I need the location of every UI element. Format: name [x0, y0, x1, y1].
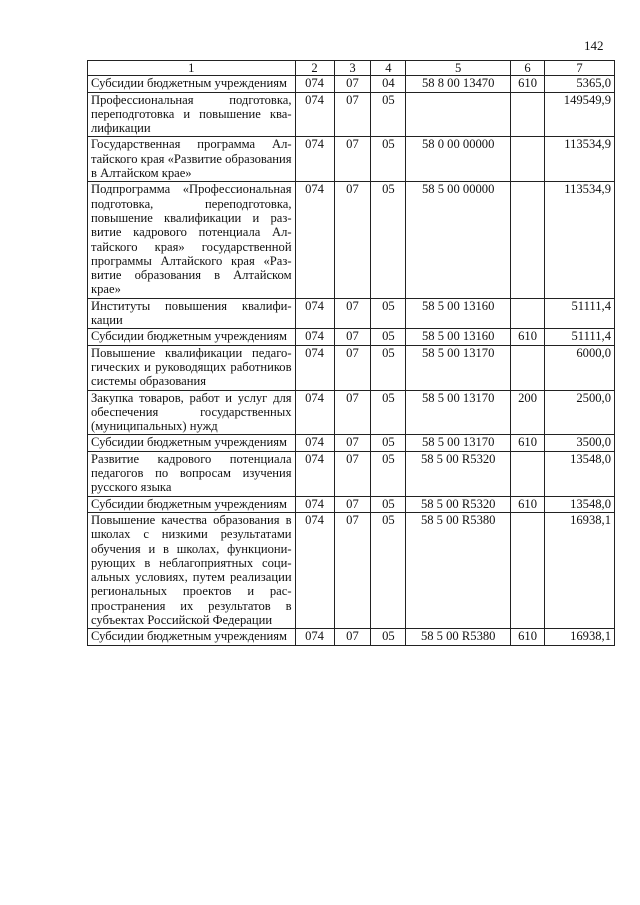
- table-row: [88, 92, 615, 137]
- row-subsection: 05: [371, 390, 406, 435]
- row-ministry-code: 074: [295, 92, 334, 137]
- row-expense-type: [511, 451, 545, 496]
- row-name: Повышение квалификации педагогических и руководящих работников системы образования: [88, 345, 296, 390]
- header-col-6: 6: [511, 61, 545, 76]
- header-col-7: 7: [545, 61, 615, 76]
- table-row: [88, 329, 615, 345]
- row-ministry-code: 074: [295, 435, 334, 451]
- row-section: 07: [334, 298, 371, 329]
- row-target-article: 58 8 00 13470: [406, 76, 511, 92]
- row-subsection: 05: [371, 496, 406, 512]
- row-ministry-code: 074: [295, 137, 334, 182]
- row-section: 07: [334, 76, 371, 92]
- row-section: 07: [334, 92, 371, 137]
- table-row: [88, 298, 615, 329]
- row-section: 07: [334, 345, 371, 390]
- row-section: 07: [334, 390, 371, 435]
- row-target-article: 58 5 00 R5380: [406, 629, 511, 645]
- row-subsection: 05: [371, 629, 406, 645]
- row-expense-type: 610: [511, 496, 545, 512]
- row-ministry-code: 074: [295, 512, 334, 628]
- row-target-article: 58 5 00 13170: [406, 435, 511, 451]
- page-number: 142: [584, 38, 604, 53]
- row-expense-type: 610: [511, 435, 545, 451]
- row-amount: 13548,0: [545, 451, 615, 496]
- row-target-article: 58 5 00 13170: [406, 390, 511, 435]
- row-amount: 51111,4: [545, 329, 615, 345]
- row-section: 07: [334, 512, 371, 628]
- row-target-article: 58 5 00 R5320: [406, 451, 511, 496]
- row-subsection: 05: [371, 137, 406, 182]
- row-section: 07: [334, 182, 371, 298]
- row-expense-type: [511, 92, 545, 137]
- row-section: 07: [334, 496, 371, 512]
- row-target-article: 58 5 00 13160: [406, 298, 511, 329]
- row-subsection: 05: [371, 182, 406, 298]
- row-name: Повышение качества образования в школах с низкими результатами обучения и в школах, функционирующих в неблагоприятных социальных условиях, путем реализации региональных проектов и распространения их результатов в субъектах Российской Федерации: [88, 512, 296, 628]
- row-section: 07: [334, 137, 371, 182]
- row-expense-type: [511, 137, 545, 182]
- row-subsection: 05: [371, 298, 406, 329]
- row-ministry-code: 074: [295, 390, 334, 435]
- row-ministry-code: 074: [295, 182, 334, 298]
- row-name: Профессиональная подготовка, переподготовка и повышение квалификации: [88, 92, 296, 137]
- table-row: [88, 345, 615, 390]
- table-row: [88, 76, 615, 92]
- row-expense-type: [511, 182, 545, 298]
- row-amount: 2500,0: [545, 390, 615, 435]
- row-section: 07: [334, 435, 371, 451]
- row-name: Субсидии бюджетным учреждениям: [88, 629, 296, 645]
- row-section: 07: [334, 451, 371, 496]
- row-expense-type: 610: [511, 76, 545, 92]
- table-row: [88, 496, 615, 512]
- row-section: 07: [334, 329, 371, 345]
- row-name: Субсидии бюджетным учреждениям: [88, 496, 296, 512]
- table-row: [88, 435, 615, 451]
- row-ministry-code: 074: [295, 451, 334, 496]
- row-amount: 113534,9: [545, 182, 615, 298]
- header-col-5: 5: [406, 61, 511, 76]
- row-amount: 51111,4: [545, 298, 615, 329]
- row-name: Субсидии бюджетным учреждениям: [88, 76, 296, 92]
- table-row: [88, 629, 615, 645]
- row-name: Государственная программа Алтайского края «Развитие образования в Алтайском крае»: [88, 137, 296, 182]
- header-col-3: 3: [334, 61, 371, 76]
- row-ministry-code: 074: [295, 496, 334, 512]
- row-ministry-code: 074: [295, 629, 334, 645]
- row-expense-type: 610: [511, 629, 545, 645]
- budget-table: [87, 60, 615, 646]
- row-name: Закупка товаров, работ и услуг для обеспечения государственных (муниципальных) нужд: [88, 390, 296, 435]
- table-row: [88, 512, 615, 628]
- row-expense-type: [511, 298, 545, 329]
- row-name: Институты повышения квалификации: [88, 298, 296, 329]
- row-ministry-code: 074: [295, 345, 334, 390]
- row-subsection: 04: [371, 76, 406, 92]
- header-col-1: 1: [88, 61, 296, 76]
- row-expense-type: 200: [511, 390, 545, 435]
- row-expense-type: 610: [511, 329, 545, 345]
- row-amount: 5365,0: [545, 76, 615, 92]
- row-subsection: 05: [371, 92, 406, 137]
- row-subsection: 05: [371, 451, 406, 496]
- row-target-article: 58 5 00 R5320: [406, 496, 511, 512]
- row-amount: 149549,9: [545, 92, 615, 137]
- row-subsection: 05: [371, 512, 406, 628]
- row-name: Подпрограмма «Профессиональная подготовка, переподготовка, повышение квалификации и развитие кадрового потенциала Алтайского края» государственной программы Алтайского края «Развитие образования в Алтайском крае»: [88, 182, 296, 298]
- row-target-article: 58 0 00 00000: [406, 137, 511, 182]
- table-row: [88, 182, 615, 298]
- row-amount: 16938,1: [545, 629, 615, 645]
- row-target-article: [406, 92, 511, 137]
- header-col-4: 4: [371, 61, 406, 76]
- row-amount: 3500,0: [545, 435, 615, 451]
- row-expense-type: [511, 512, 545, 628]
- header-row: [88, 61, 615, 76]
- row-ministry-code: 074: [295, 329, 334, 345]
- row-section: 07: [334, 629, 371, 645]
- row-name: Субсидии бюджетным учреждениям: [88, 435, 296, 451]
- row-target-article: 58 5 00 00000: [406, 182, 511, 298]
- row-amount: 6000,0: [545, 345, 615, 390]
- row-amount: 16938,1: [545, 512, 615, 628]
- table-row: [88, 451, 615, 496]
- table-row: [88, 390, 615, 435]
- row-amount: 113534,9: [545, 137, 615, 182]
- header-col-2: 2: [295, 61, 334, 76]
- row-subsection: 05: [371, 435, 406, 451]
- row-subsection: 05: [371, 345, 406, 390]
- row-amount: 13548,0: [545, 496, 615, 512]
- row-subsection: 05: [371, 329, 406, 345]
- row-ministry-code: 074: [295, 298, 334, 329]
- row-target-article: 58 5 00 13170: [406, 345, 511, 390]
- row-ministry-code: 074: [295, 76, 334, 92]
- row-target-article: 58 5 00 R5380: [406, 512, 511, 628]
- row-name: Субсидии бюджетным учреждениям: [88, 329, 296, 345]
- row-name: Развитие кадрового потенциала педагогов по вопросам изучения русского языка: [88, 451, 296, 496]
- table-row: [88, 137, 615, 182]
- row-expense-type: [511, 345, 545, 390]
- row-target-article: 58 5 00 13160: [406, 329, 511, 345]
